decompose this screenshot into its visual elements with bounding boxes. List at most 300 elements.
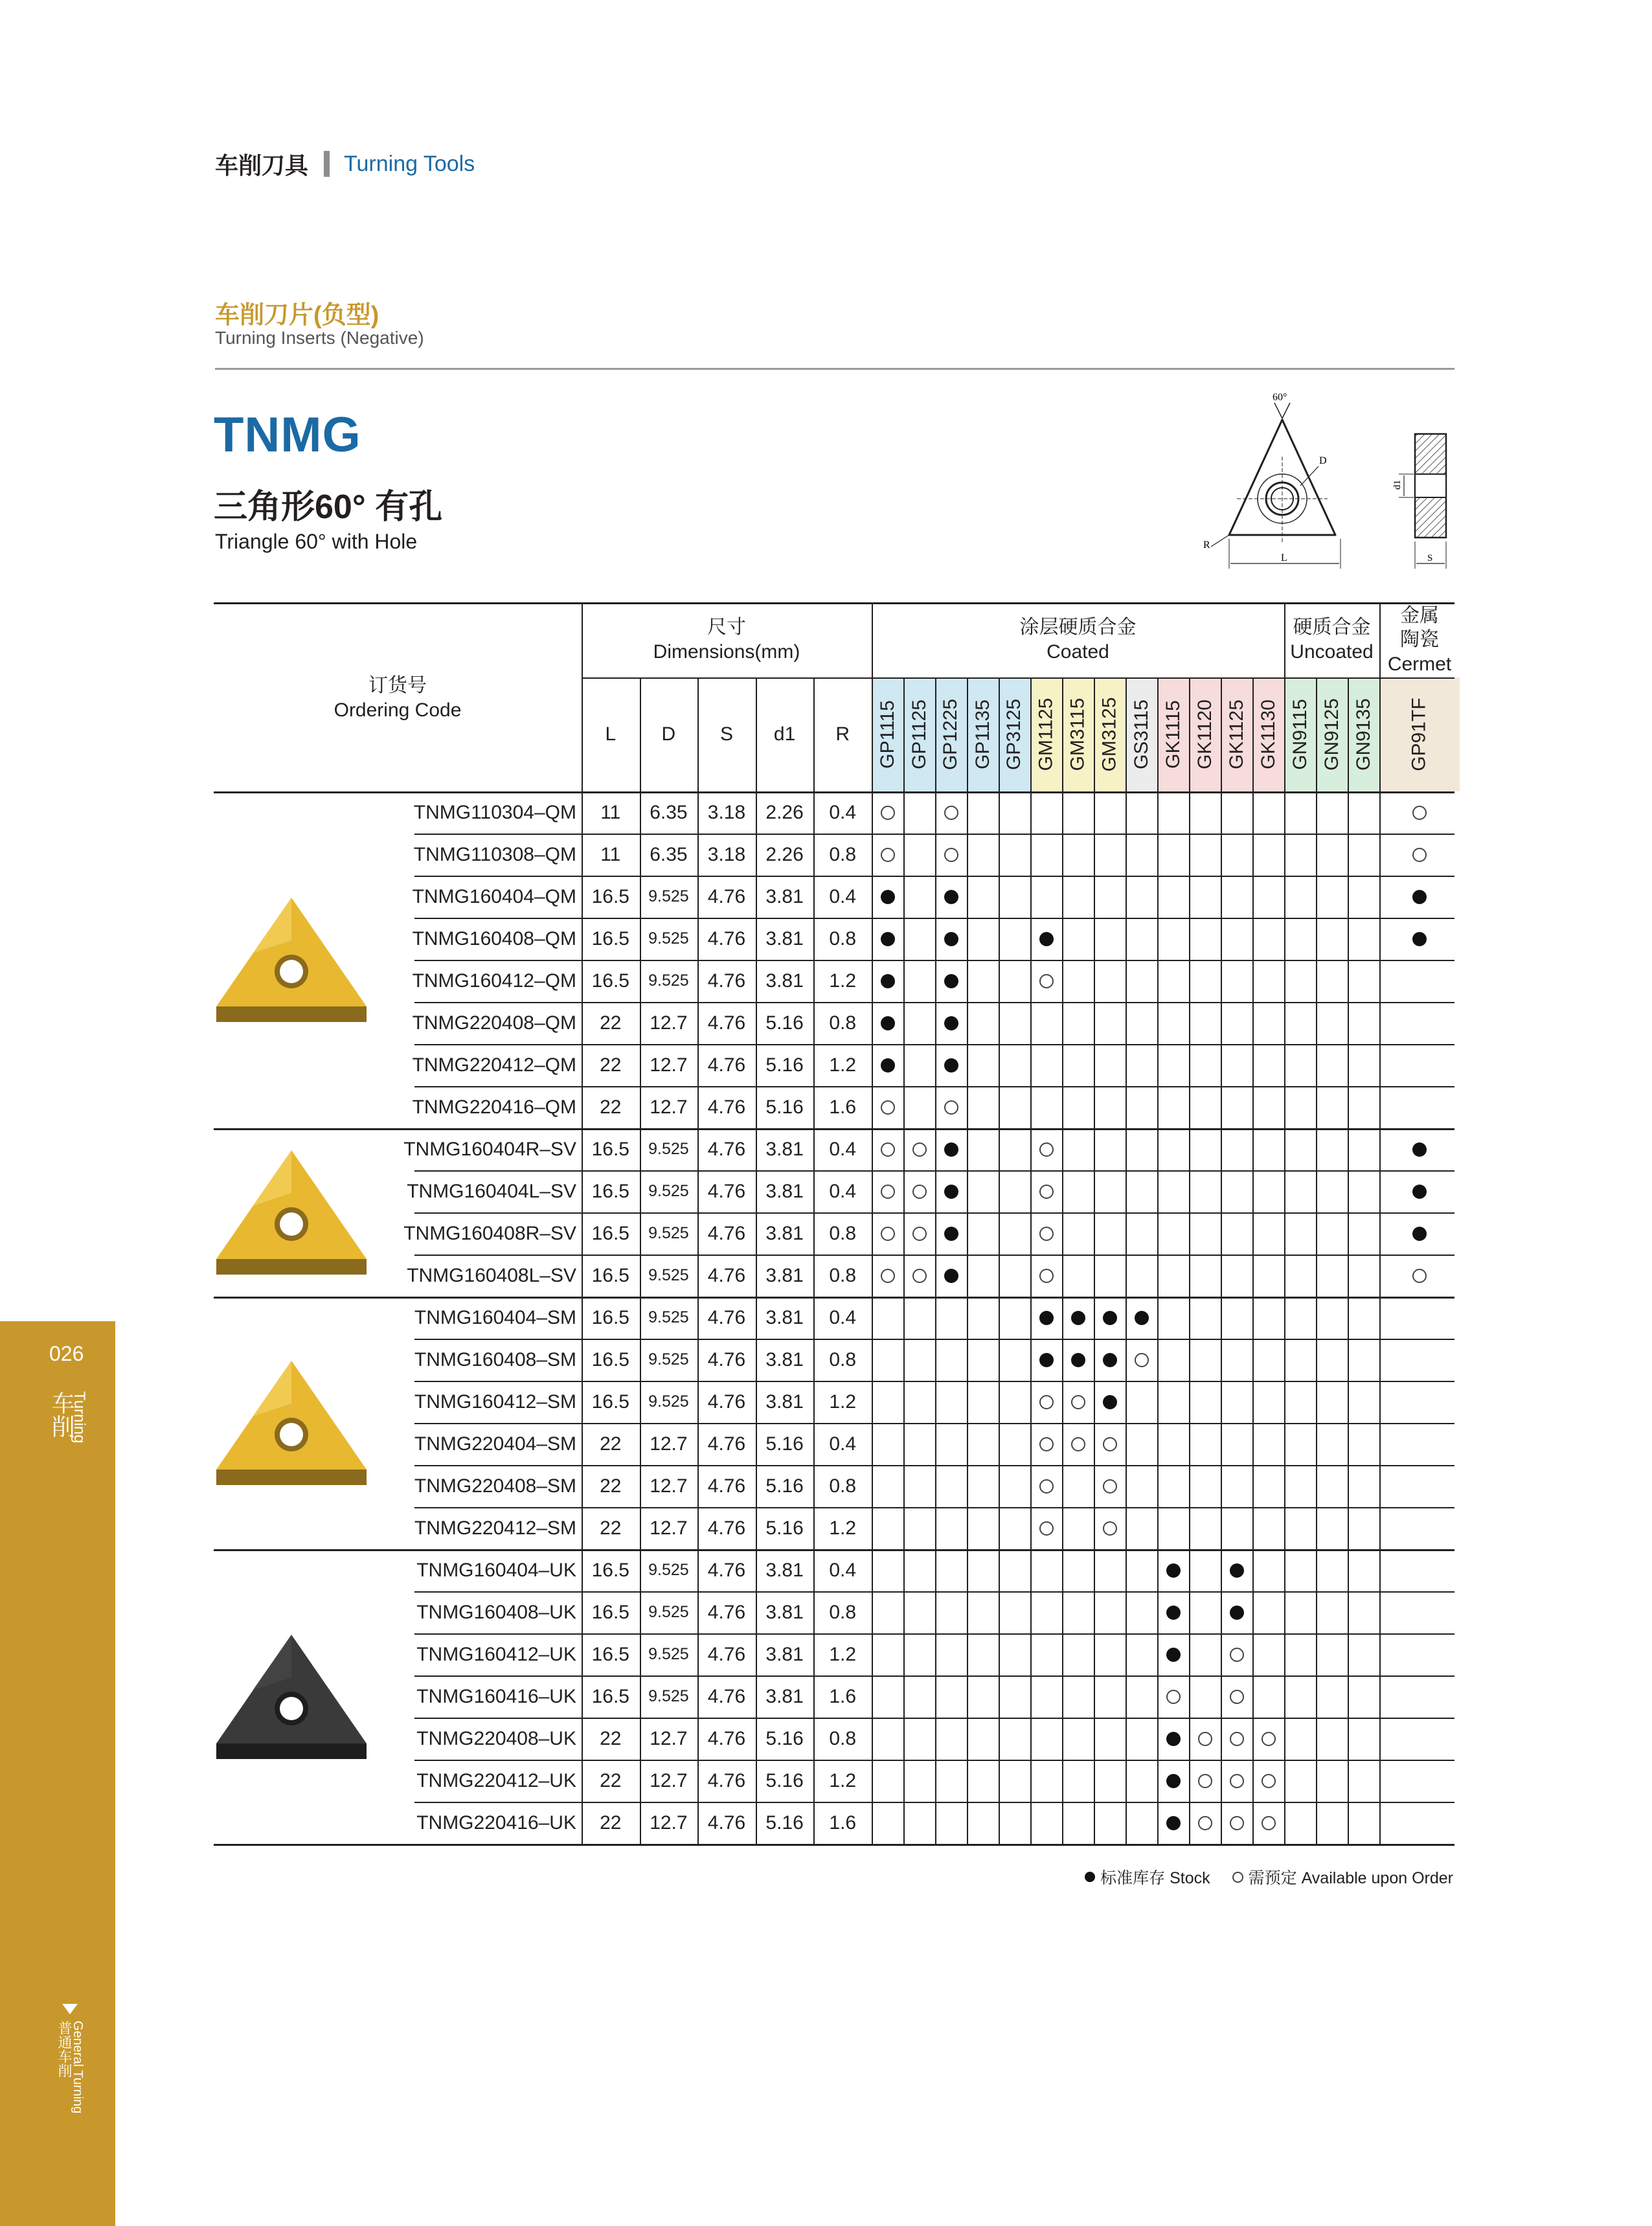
order-ring-icon	[1094, 1423, 1126, 1465]
order-ring-icon	[1030, 960, 1062, 1002]
triangle-down-icon	[62, 2004, 78, 2014]
table-cell-s: 4.76	[707, 1054, 746, 1076]
grade-label: GP3125	[1003, 698, 1025, 771]
table-cell-l: 22	[600, 1096, 622, 1118]
table-cell-r: 1.2	[829, 1643, 857, 1665]
header-title-cn: 车削刀具	[215, 152, 309, 179]
table-cell-r: 0.4	[829, 1138, 857, 1160]
order-ring-icon	[1221, 1633, 1252, 1675]
grade-column-rule	[1252, 677, 1254, 1844]
order-ring-icon	[1030, 1465, 1062, 1507]
order-ring-icon	[1103, 1437, 1117, 1451]
table-cell-l: 22	[600, 1769, 622, 1791]
order-ring-icon	[1252, 1802, 1284, 1844]
table-cell-d1: 2.26	[765, 801, 804, 823]
table-cell-s: 4.76	[707, 1559, 746, 1581]
table-cell-d1: 3.81	[765, 927, 804, 949]
table-top-rule	[214, 602, 1454, 604]
table-cell-r: 0.4	[829, 885, 857, 907]
cermet-header	[1379, 604, 1460, 677]
order-ring-icon	[944, 1100, 958, 1115]
order-ring-icon	[872, 1212, 903, 1255]
header-divider	[324, 151, 330, 177]
order-ring-icon	[881, 1185, 895, 1199]
table-cell-s: 4.76	[707, 1643, 746, 1665]
stock-dot-icon	[1230, 1563, 1244, 1578]
table-cell-s: 4.76	[707, 1012, 746, 1034]
order-ring-icon	[1230, 1732, 1244, 1746]
table-cell-d: 9.525	[648, 971, 689, 990]
table-cell-r: 1.2	[829, 1391, 857, 1413]
table-cell-s: 4.76	[707, 1348, 746, 1370]
table-cell-r: 0.8	[829, 1348, 857, 1370]
grade-label: GM3115	[1067, 698, 1089, 771]
order-ring-icon	[872, 1128, 903, 1170]
order-ring-icon	[1062, 1423, 1094, 1465]
order-ring-icon	[1030, 1423, 1062, 1465]
grade-header-gn9125	[1316, 677, 1348, 791]
grade-column-rule	[1189, 677, 1190, 1844]
order-ring-icon	[1126, 1339, 1157, 1381]
table-cell-r: 0.4	[829, 1559, 857, 1581]
section-title-cn: 车削刀片(负型)	[215, 302, 379, 329]
order-ring-icon	[903, 1170, 935, 1212]
stock-dot-icon	[1103, 1311, 1117, 1325]
table-cell-d: 9.525	[648, 1645, 689, 1663]
order-ring-icon	[1157, 1675, 1189, 1718]
stock-dot-icon	[1166, 1606, 1181, 1620]
order-ring-icon	[1412, 806, 1427, 820]
stock-dot-icon	[1094, 1297, 1126, 1339]
table-cell-l: 16.5	[591, 1222, 629, 1244]
order-ring-icon	[1030, 1381, 1062, 1423]
uncoated-en: Uncoated	[1290, 641, 1374, 663]
table-row-ordering-code: TNMG160412–SM	[414, 1391, 576, 1413]
table-cell-l: 16.5	[591, 1391, 629, 1413]
order-ring-icon	[881, 1269, 895, 1283]
table-cell-s: 4.76	[707, 1433, 746, 1455]
table-row-ordering-code: TNMG160404R–SV	[403, 1138, 576, 1160]
table-cell-s: 4.76	[707, 885, 746, 907]
table-cell-l: 16.5	[591, 927, 629, 949]
table-cell-d: 9.525	[648, 887, 689, 905]
table-cell-r: 0.4	[829, 1433, 857, 1455]
table-row-ordering-code: TNMG220412–QM	[412, 1054, 576, 1076]
order-ring-icon	[1379, 1255, 1460, 1297]
dimensions-header	[582, 615, 872, 664]
table-cell-d1: 5.16	[765, 1727, 804, 1749]
order-ring-icon	[903, 1128, 935, 1170]
table-cell-d1: 3.81	[765, 1348, 804, 1370]
order-ring-icon	[1094, 1507, 1126, 1549]
grade-header-gm1125	[1030, 677, 1062, 791]
table-cell-r: 1.2	[829, 1054, 857, 1076]
table-cell-d: 9.525	[648, 1603, 689, 1621]
table-cell-s: 4.76	[707, 1180, 746, 1202]
table-cell-l: 16.5	[591, 1643, 629, 1665]
stock-dot-icon	[1157, 1633, 1189, 1675]
table-row-ordering-code: TNMG160404L–SV	[407, 1180, 576, 1202]
order-ring-icon	[1189, 1718, 1221, 1760]
stock-dot-icon	[1221, 1549, 1252, 1591]
table-cell-d1: 3.81	[765, 970, 804, 992]
stock-dot-icon	[1412, 1185, 1427, 1199]
table-cell-d1: 3.81	[765, 1306, 804, 1328]
table-cell-r: 0.4	[829, 801, 857, 823]
table-cell-d: 12.7	[650, 1769, 688, 1791]
stock-dot-icon	[944, 1058, 958, 1073]
table-cell-l: 16.5	[591, 1138, 629, 1160]
stock-dot-icon	[1412, 890, 1427, 904]
table-cell-l: 22	[600, 1517, 622, 1539]
dim-header-label: S	[719, 723, 733, 745]
table-cell-l: 16.5	[591, 1559, 629, 1581]
order-ring-icon	[1262, 1816, 1276, 1830]
page-header	[215, 148, 475, 180]
order-ring-icon	[935, 791, 967, 834]
stock-dot-icon	[944, 1227, 958, 1241]
grade-label: GP1225	[940, 698, 962, 771]
table-cell-d: 9.525	[648, 1350, 689, 1369]
stock-dot-icon	[1103, 1395, 1117, 1409]
stock-dot-icon	[1412, 1142, 1427, 1157]
table-cell-s: 4.76	[707, 1517, 746, 1539]
table-cell-s: 4.76	[707, 1475, 746, 1497]
table-row-ordering-code: TNMG220412–SM	[414, 1517, 576, 1539]
grade-label: GP91TF	[1409, 698, 1430, 771]
table-cell-d: 12.7	[650, 1811, 688, 1834]
table-cell-r: 1.6	[829, 1685, 857, 1707]
order-ring-icon	[872, 1170, 903, 1212]
order-ring-icon	[881, 1227, 895, 1241]
table-cell-d: 12.7	[650, 1433, 688, 1455]
table-cell-r: 0.8	[829, 1475, 857, 1497]
stock-dot-icon	[944, 1269, 958, 1283]
grade-header-gm3125	[1094, 677, 1126, 791]
table-cell-d1: 3.81	[765, 1180, 804, 1202]
order-ring-icon	[1198, 1774, 1212, 1788]
order-ring-icon	[1039, 1142, 1054, 1157]
order-ring-icon	[912, 1227, 927, 1241]
table-cell-d1: 5.16	[765, 1433, 804, 1455]
stock-dot-icon	[1030, 1297, 1062, 1339]
table-cell-d: 9.525	[648, 1308, 689, 1326]
order-ring-icon	[1071, 1437, 1085, 1451]
table-cell-d: 12.7	[650, 1727, 688, 1749]
order-ring-icon	[935, 834, 967, 876]
grade-label: GN9115	[1289, 699, 1311, 770]
dim-header-d	[640, 677, 698, 791]
table-row-ordering-code: TNMG160408–UK	[416, 1601, 576, 1623]
grade-header-gp3125	[999, 677, 1030, 791]
section-divider	[215, 368, 1454, 370]
table-cell-d: 12.7	[650, 1012, 688, 1034]
stock-dot-icon	[872, 960, 903, 1002]
table-cell-d: 12.7	[650, 1517, 688, 1539]
side-sub-en: General Turning	[71, 2021, 85, 2114]
table-cell-l: 16.5	[591, 1306, 629, 1328]
table-cell-l: 22	[600, 1433, 622, 1455]
table-cell-s: 4.76	[707, 1096, 746, 1118]
stock-dot-icon	[881, 1058, 895, 1073]
cermet-cn: 金属陶瓷	[1400, 605, 1439, 650]
grade-header-gn9135	[1348, 677, 1379, 791]
stock-dot-icon	[944, 890, 958, 904]
order-ring-icon	[1135, 1353, 1149, 1367]
order-ring-icon	[1262, 1774, 1276, 1788]
product-model: TNMG	[214, 407, 361, 462]
table-row-ordering-code: TNMG220416–QM	[412, 1096, 576, 1118]
grade-column-rule	[1348, 677, 1349, 1844]
dim-header-label: L	[605, 723, 617, 745]
table-cell-d: 12.7	[650, 1054, 688, 1076]
stock-dot-icon	[881, 890, 895, 904]
grade-label: GS3115	[1130, 699, 1152, 769]
table-row-ordering-code: TNMG160416–UK	[416, 1685, 576, 1707]
table-cell-d: 9.525	[648, 1687, 689, 1705]
table-cell-d: 12.7	[650, 1096, 688, 1118]
stock-dot-icon	[1157, 1760, 1189, 1802]
grade-header-gp1125	[903, 677, 935, 791]
order-ring-icon	[1232, 1872, 1243, 1883]
order-ring-icon	[903, 1255, 935, 1297]
stock-dot-icon	[872, 1002, 903, 1044]
order-ring-icon	[881, 1100, 895, 1115]
table-cell-l: 16.5	[591, 1348, 629, 1370]
table-cell-d: 6.35	[650, 801, 688, 823]
stock-dot-icon	[1135, 1311, 1149, 1325]
table-cell-s: 4.76	[707, 927, 746, 949]
stock-dot-icon	[1166, 1774, 1181, 1788]
grade-column-rule	[1316, 677, 1317, 1844]
table-cell-s: 4.76	[707, 1264, 746, 1286]
grade-header-gs3115	[1126, 677, 1157, 791]
table-cell-d1: 3.81	[765, 1138, 804, 1160]
grade-header-gp1225	[935, 677, 967, 791]
stock-dot-icon	[935, 876, 967, 918]
grade-header-gp1135	[967, 677, 999, 791]
table-cell-s: 4.76	[707, 1601, 746, 1623]
table-cell-r: 0.8	[829, 927, 857, 949]
order-ring-icon	[935, 1086, 967, 1128]
table-cell-r: 0.8	[829, 843, 857, 865]
stock-dot-icon	[1157, 1591, 1189, 1633]
insert-dimension-diagram	[1192, 389, 1464, 570]
cermet-en: Cermet	[1387, 653, 1452, 675]
order-ring-icon	[1039, 1479, 1054, 1493]
table-cell-d1: 5.16	[765, 1054, 804, 1076]
stock-dot-icon	[944, 1142, 958, 1157]
table-cell-l: 16.5	[591, 1601, 629, 1623]
table-cell-d: 9.525	[648, 1140, 689, 1158]
table-cell-s: 4.76	[707, 1727, 746, 1749]
table-cell-l: 22	[600, 1811, 622, 1834]
order-ring-icon	[1198, 1816, 1212, 1830]
table-cell-d1: 3.81	[765, 1643, 804, 1665]
grade-label: GM1125	[1035, 698, 1057, 771]
order-ring-icon	[872, 791, 903, 834]
grade-column-rule	[967, 677, 968, 1844]
order-ring-icon	[1166, 1690, 1181, 1704]
table-cell-d1: 3.81	[765, 1559, 804, 1581]
order-ring-icon	[1198, 1732, 1212, 1746]
table-cell-s: 4.76	[707, 1138, 746, 1160]
table-row-ordering-code: TNMG220408–SM	[414, 1475, 576, 1497]
order-ring-icon	[1030, 1255, 1062, 1297]
order-ring-icon	[1094, 1465, 1126, 1507]
table-cell-r: 0.4	[829, 1180, 857, 1202]
stock-dot-icon	[1062, 1339, 1094, 1381]
table-cell-d1: 5.16	[765, 1517, 804, 1539]
table-cell-d: 9.525	[648, 929, 689, 948]
table-row-ordering-code: TNMG160404–UK	[416, 1559, 576, 1581]
table-cell-s: 4.76	[707, 1685, 746, 1707]
uncoated-header	[1284, 615, 1379, 664]
table-cell-d1: 5.16	[765, 1811, 804, 1834]
order-ring-icon	[1379, 791, 1460, 834]
order-ring-icon	[1221, 1760, 1252, 1802]
stock-dot-icon	[935, 1044, 967, 1086]
stock-dot-icon	[935, 960, 967, 1002]
grade-column-rule	[1094, 677, 1095, 1844]
stock-dot-icon	[1030, 918, 1062, 960]
ordering-code-header	[214, 674, 582, 723]
grade-label: GP1115	[876, 700, 898, 769]
table-row-ordering-code: TNMG160412–QM	[412, 970, 576, 992]
table-cell-r: 0.8	[829, 1012, 857, 1034]
table-row-ordering-code: TNMG160408–QM	[412, 927, 576, 949]
table-cell-d1: 3.81	[765, 1601, 804, 1623]
order-ring-icon	[1039, 1437, 1054, 1451]
table-row-ordering-code: TNMG220404–SM	[414, 1433, 576, 1455]
order-ring-icon	[872, 1255, 903, 1297]
table-row-ordering-code: TNMG160404–SM	[414, 1306, 576, 1328]
order-ring-icon	[1221, 1718, 1252, 1760]
dim-header-d1	[756, 677, 814, 791]
order-ring-icon	[881, 806, 895, 820]
table-cell-d1: 3.81	[765, 1264, 804, 1286]
table-cell-d1: 5.16	[765, 1769, 804, 1791]
order-ring-icon	[1103, 1521, 1117, 1536]
table-cell-d: 9.525	[648, 1392, 689, 1411]
legend-order: 需预定 Available upon Order	[1248, 1869, 1453, 1887]
order-ring-icon	[1039, 1185, 1054, 1199]
stock-dot-icon	[881, 974, 895, 988]
grade-label: GP1125	[908, 699, 930, 769]
table-cell-d1: 5.16	[765, 1012, 804, 1034]
stock-dot-icon	[1103, 1353, 1117, 1367]
table-row-ordering-code: TNMG220408–UK	[416, 1727, 576, 1749]
coated-header	[872, 615, 1284, 664]
r-label: R	[1203, 539, 1210, 551]
order-ring-icon	[1379, 834, 1460, 876]
grade-header-gp1115	[872, 677, 903, 791]
table-cell-d1: 3.81	[765, 1222, 804, 1244]
stock-dot-icon	[944, 974, 958, 988]
order-ring-icon	[1221, 1675, 1252, 1718]
table-row-ordering-code: TNMG110308–QM	[413, 843, 576, 865]
table-cell-l: 11	[600, 843, 621, 865]
table-cell-r: 1.2	[829, 970, 857, 992]
stock-dot-icon	[1379, 918, 1460, 960]
order-ring-icon	[1221, 1802, 1252, 1844]
order-ring-icon	[872, 834, 903, 876]
order-ring-icon	[1230, 1774, 1244, 1788]
order-ring-icon	[872, 1086, 903, 1128]
header-title-en: Turning Tools	[344, 151, 475, 176]
table-cell-r: 1.6	[829, 1096, 857, 1118]
grade-label: GK1120	[1194, 699, 1216, 769]
table-cell-s: 4.76	[707, 1769, 746, 1791]
table-cell-l: 16.5	[591, 1685, 629, 1707]
order-ring-icon	[1412, 848, 1427, 862]
stock-dot-icon	[935, 1128, 967, 1170]
order-ring-icon	[1039, 1269, 1054, 1283]
table-cell-d: 9.525	[648, 1224, 689, 1242]
order-ring-icon	[1230, 1690, 1244, 1704]
table-cell-d1: 5.16	[765, 1096, 804, 1118]
table-cell-r: 0.8	[829, 1727, 857, 1749]
order-ring-icon	[1252, 1718, 1284, 1760]
table-cell-d1: 3.81	[765, 885, 804, 907]
stock-dot-icon	[881, 1016, 895, 1030]
order-ring-icon	[912, 1142, 927, 1157]
table-cell-s: 3.18	[707, 843, 746, 865]
dim-header-label: d1	[773, 723, 796, 745]
stock-dot-icon	[935, 1170, 967, 1212]
table-cell-l: 11	[600, 801, 621, 823]
product-shape-cn: 三角形60° 有孔	[214, 488, 443, 526]
dim-header-label: R	[835, 723, 850, 745]
dimensions-en: Dimensions(mm)	[653, 641, 800, 663]
stock-dot-icon	[1412, 1227, 1427, 1241]
stock-dot-icon	[1039, 1353, 1054, 1367]
ordering-code-cn: 订货号	[368, 675, 427, 696]
grade-header-gp91tf	[1379, 677, 1460, 791]
side-band	[0, 1321, 115, 2226]
stock-dot-icon	[1126, 1297, 1157, 1339]
ordering-code-en: Ordering Code	[334, 699, 462, 721]
uncoated-cn: 硬质合金	[1293, 617, 1371, 638]
order-ring-icon	[1103, 1479, 1117, 1493]
table-row-ordering-code: TNMG220408–QM	[412, 1012, 576, 1034]
order-ring-icon	[912, 1269, 927, 1283]
table-cell-s: 4.76	[707, 1811, 746, 1834]
grade-header-gn9115	[1284, 677, 1316, 791]
angle-label: 60°	[1273, 392, 1287, 403]
table-cell-r: 0.4	[829, 1306, 857, 1328]
stock-dot-icon	[935, 1255, 967, 1297]
page-number: 026	[49, 1342, 84, 1365]
stock-dot-icon	[1230, 1606, 1244, 1620]
table-row-ordering-code: TNMG220412–UK	[416, 1769, 576, 1791]
stock-dot-icon	[935, 918, 967, 960]
d1-label: d1	[1392, 480, 1403, 490]
grade-label: GP1135	[971, 699, 993, 769]
grade-label: GK1125	[1225, 699, 1247, 769]
table-row-ordering-code: TNMG160412–UK	[416, 1643, 576, 1665]
grade-label: GN9125	[1320, 698, 1342, 771]
grade-header-gk1130	[1252, 677, 1284, 791]
order-ring-icon	[1039, 974, 1054, 988]
table-cell-l: 16.5	[591, 970, 629, 992]
order-ring-icon	[1030, 1128, 1062, 1170]
stock-dot-icon	[1039, 1311, 1054, 1325]
table-cell-s: 4.76	[707, 970, 746, 992]
order-ring-icon	[1062, 1381, 1094, 1423]
table-cell-r: 0.8	[829, 1222, 857, 1244]
stock-dot-icon	[1157, 1549, 1189, 1591]
